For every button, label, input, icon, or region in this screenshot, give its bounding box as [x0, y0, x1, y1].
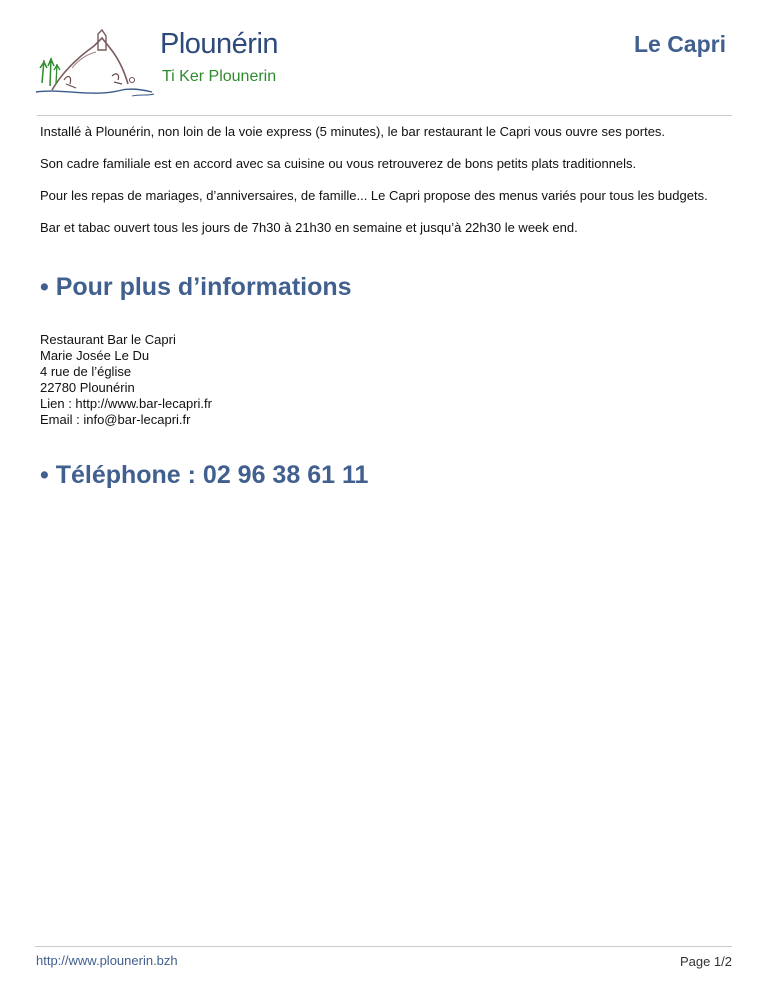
paragraph: Son cadre familiale est en accord avec sa cuisine ou vous retrouverez de bons petits plats traditionnels.	[40, 156, 637, 171]
logo-title: Plounérin	[160, 28, 279, 60]
contact-email: Email : info@bar-lecapri.fr	[40, 411, 191, 427]
page-number: Page 1/2	[679, 954, 732, 969]
paragraph: Pour les repas de mariages, d’anniversaires, de famille... Le Capri propose des menus variés pour tous les budgets.	[40, 188, 708, 203]
contact-person: Marie Josée Le Du	[40, 347, 150, 363]
contact-block	[40, 332, 728, 428]
contact-city: 22780 Plounérin	[40, 379, 135, 395]
contact-street: 4 rue de l’église	[40, 363, 132, 379]
village-church-icon	[32, 28, 157, 104]
footer-divider	[35, 946, 732, 947]
plounerin-logo	[32, 28, 292, 104]
section-heading-phone: • Téléphone : 02 96 38 61 11	[40, 460, 369, 489]
document-title: Le Capri	[633, 31, 726, 57]
header-divider	[37, 115, 732, 116]
document-body	[40, 124, 728, 490]
section-heading-info: • Pour plus d’informations	[40, 272, 352, 301]
paragraph: Installé à Plounérin, non loin de la voie express (5 minutes), le bar restaurant le Capri vous ouvre ses portes.	[40, 124, 666, 139]
logo-subtitle: Ti Ker Plounerin	[162, 68, 277, 85]
footer-url-link[interactable]: http://www.plounerin.bzh	[36, 953, 178, 968]
contact-name: Restaurant Bar le Capri	[40, 331, 176, 347]
page-header	[0, 0, 768, 118]
paragraph: Bar et tabac ouvert tous les jours de 7h30 à 21h30 en semaine et jusqu’à 22h30 le week end.	[40, 220, 578, 235]
contact-link: Lien : http://www.bar-lecapri.fr	[40, 395, 212, 411]
